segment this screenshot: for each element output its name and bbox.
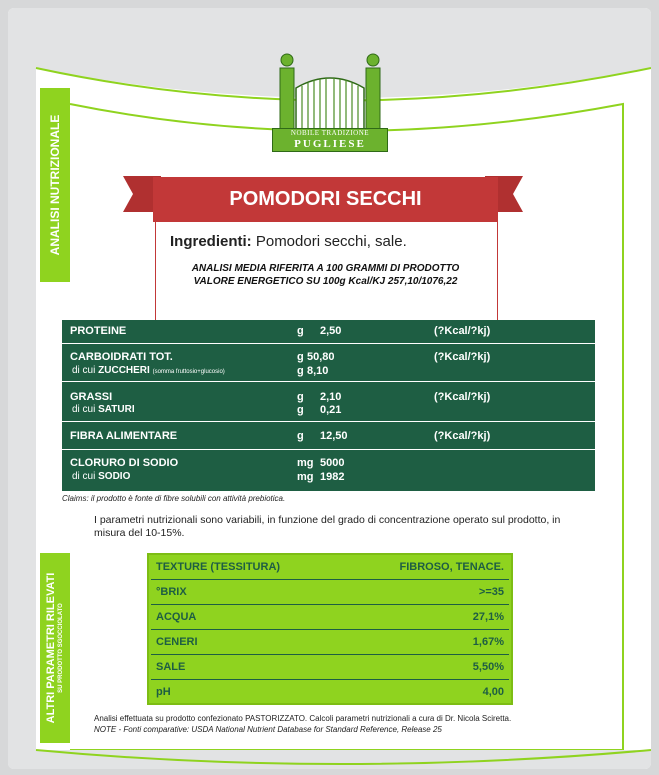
brand-line2: PUGLIESE [294,138,366,150]
brand-logo [272,48,388,156]
tab-altri-parametri [40,553,70,743]
ceneri-value: 1,67% [472,636,504,648]
fibra-value: 12,50 [320,430,348,442]
sale-label: SALE [156,661,186,673]
saturi-unit: g [297,404,304,416]
tab-analisi-label: ANALISI NUTRIZIONALE [48,114,62,256]
sodio-prefix: di cui [72,471,96,482]
texture-row [151,555,509,579]
zuccheri-note: (somma fruttosio+glucosio) [152,369,225,375]
analysis-line1: ANALISI MEDIA RIFERITA A 100 GRAMMI DI PRODOTTO [191,263,460,274]
cloruro-unit: mg [297,457,314,469]
ceneri-label: CENERI [156,636,198,648]
texture-value: FIBROSO, TENACE. [399,561,504,573]
ceneri-row [151,630,509,654]
params-note: I parametri nutrizionali sono variabili, in funzione del grado di concentrazione operato sul prodotto, in misura del 10-15%. [94,514,561,539]
tab-altri-text [45,573,65,724]
carboidrati-unit: g [297,351,304,363]
brix-value: >=35 [478,586,504,598]
footer-line2: NOTE - Fonti comparative: USDA National Nutrient Database for Standard Reference, Release 25 [94,725,442,734]
sodio-unit: mg [297,471,314,483]
zuccheri-value: 8,10 [307,365,329,377]
row-divider [62,449,595,450]
zuccheri-line [72,365,225,376]
proteine-energy: (?Kcal/?kj) [434,325,491,337]
footer-notes [94,713,511,735]
sale-row [151,655,509,679]
acqua-row [151,605,509,629]
row-divider [62,343,595,344]
claims-note: Claims: il prodotto è fonte di fibre solubili con attività prebiotica. [62,494,286,503]
saturi-prefix: di cui [72,404,96,415]
analysis-note [160,262,491,288]
fibra-unit: g [297,430,304,442]
grassi-value: 2,10 [320,391,342,403]
zuccheri-prefix: di cui [72,365,96,376]
cloruro-value: 5000 [320,457,345,469]
brand-name [272,128,388,152]
acqua-label: ACQUA [156,611,197,623]
saturi-label: SATURI [98,404,135,415]
proteine-value: 2,50 [320,325,342,337]
texture-label: TEXTURE (TESSITURA) [156,561,281,573]
sodio-line [72,471,130,482]
proteine-label: PROTEINE [70,325,127,337]
footer-line1: Analisi effettuata su prodotto confezionato PASTORIZZATO. Calcoli parametri nutrizionali a cura di Dr. Nicola Sciretta. [94,714,512,723]
product-title: POMODORI SECCHI [153,177,498,222]
row-divider [62,421,595,422]
fibra-energy: (?Kcal/?kj) [434,430,491,442]
brix-label: °BRIX [156,586,187,598]
sodio-label: SODIO [98,471,131,482]
grassi-unit: g [297,391,304,403]
cloruro-label: CLORURO DI SODIO [70,457,179,469]
analysis-line2: VALORE ENERGETICO SU 100g Kcal/KJ 257,10/1076,22 [193,276,458,287]
acqua-value: 27,1% [472,611,504,623]
ingredients-label: Ingredienti: [170,233,252,250]
brix-row [151,580,509,604]
sale-value: 5,50% [472,661,504,673]
fibra-label: FIBRA ALIMENTARE [70,430,178,442]
carboidrati-value: 50,80 [307,351,335,363]
saturi-line [72,404,135,415]
grassi-label: GRASSI [70,391,113,403]
tab-altri-sublabel: SU PRODOTTO SGOCCIOLATO [58,603,64,693]
gate-icon [272,48,388,130]
ph-label: pH [156,686,171,698]
ph-row [151,680,509,704]
ph-value: 4,00 [482,686,504,698]
saturi-value: 0,21 [320,404,342,416]
nutrition-table [62,320,595,491]
zuccheri-label: ZUCCHERI [98,365,150,376]
tab-altri-label: ALTRI PARAMETRI RILEVATI [45,572,57,724]
sodio-value: 1982 [320,471,345,483]
proteine-unit: g [297,325,304,337]
grassi-energy: (?Kcal/?kj) [434,391,491,403]
tab-analisi-nutrizionale [40,88,70,282]
zuccheri-unit: g [297,365,304,377]
ingredients-value: Pomodori secchi, sale. [255,233,407,250]
brand-line1: NOBILE TRADIZIONE [290,129,370,137]
other-params-table [147,553,513,705]
ingredients-line [170,233,407,250]
carboidrati-label: CARBOIDRATI TOT. [70,351,173,363]
carboidrati-energy: (?Kcal/?kj) [434,351,491,363]
row-divider [62,381,595,382]
